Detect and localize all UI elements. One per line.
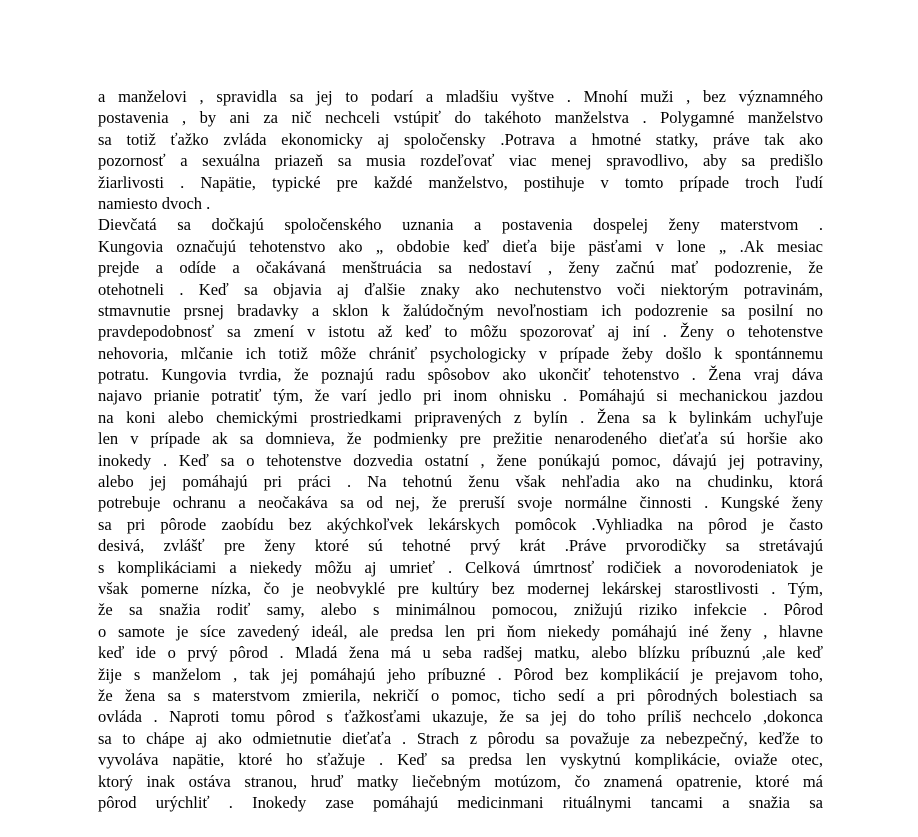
text-line: ktorý inak ostáva stranou, hruď matky liečebným motúzom, čo znamená opatrenie, ktoré má — [98, 771, 823, 791]
text-line: prejde a odíde a očakávaná menštruácia sa nedostaví , ženy začnú mať podozrenie, že — [98, 258, 823, 278]
text-line: vyvoláva napätie, ktoré ho sťažuje . Keď sa predsa len vyskytnú komplikácie, oviaže otec, — [98, 750, 823, 770]
text-line: žije s manželom , tak jej pomáhajú jeho príbuzné . Pôrod bez komplikácií je prejavom toho, — [98, 664, 823, 684]
text-line: s komplikáciami a niekedy môžu aj umrieť . Celková úmrtnosť rodičiek a novorodeniatok je — [98, 557, 823, 577]
text-line: na koni alebo chemickými prostriedkami pripravených z bylín . Žena sa k bylinkám uchyľuje — [98, 407, 823, 427]
text-line: postavenia , by ani za nič nechceli vstúpiť do takéhoto manželstva . Polygamné manželstvo — [98, 108, 823, 128]
text-line: Kungovia označujú tehotenstvo ako „ obdobie keď dieťa bije päsťami v lone „ .Ak mesiac — [98, 236, 823, 256]
text-line: však pomerne nízka, čo je neobvyklé pre kultúry bez modernej lekárskej starostlivosti . Tým, — [98, 578, 823, 598]
text-line: pravdepodobnosť sa zmení v istotu až keď to môžu spozorovať aj iní . Ženy o tehotenstve — [98, 322, 823, 342]
text-line: o samote je síce zavedený ideál, ale predsa len pri ňom niekedy pomáhajú iné ženy , hlavne — [98, 621, 823, 641]
text-line: žiarlivosti . Napätie, typické pre každé manželstvo, postihuje v tomto prípade troch ľudí — [98, 172, 823, 192]
text-line: sa pri pôrode zaobídu bez akýchkoľvek lekárskych pomôcok .Vyhliadka na pôrod je často — [98, 514, 823, 534]
text-line: otehotneli . Keď sa objavia aj ďalšie znaky ako nechutenstvo voči niektorým potravinám, — [98, 279, 823, 299]
text-line: desivá, zvlášť pre ženy ktoré sú tehotné prvý krát .Práve prvorodičky sa stretávajú — [98, 536, 823, 556]
text-line: alebo jej pomáhajú pri práci . Na tehotnú ženu však nehľadia ako na chudinku, ktorá — [98, 472, 823, 492]
text-line: len v prípade ak sa domnieva, že podmienky pre prežitie nenarodeného dieťaťa sú horšie ako — [98, 429, 823, 449]
text-line: potrebuje ochranu a neočakáva sa od nej, že preruší svoje normálne činnosti . Kungské ženy — [98, 493, 823, 513]
text-line: ovláda . Naproti tomu pôrod s ťažkosťami ukazuje, že sa jej do toho príliš nechcelo ,dokonca — [98, 707, 823, 727]
text-line: namiesto dvoch . — [98, 193, 211, 213]
text-line: keď ide o prvý pôrod . Mladá žena má u seba radšej matku, alebo blízku príbuznú ,ale keď — [98, 643, 823, 663]
text-line: že žena sa s materstvom zmierila, nekričí o pomoc, ticho sedí a pri pôrodných bolestiach sa — [98, 685, 823, 705]
text-line: a manželovi , spravidla sa jej to podarí a mladšiu vyštve . Mnohí muži , bez významného — [98, 87, 823, 106]
text-line: nehovoria, mlčanie ich totiž môže chrániť psychologicky v prípade žeby došlo k spontánnemu — [98, 343, 823, 363]
text-line: stmavnutie prsnej bradavky a sklon k žalúdočným nevoľnostiam ich podozrenie sa posilní no — [98, 300, 823, 320]
text-line: inokedy . Keď sa o tehotenstve dozvedia ostatní , žene ponúkajú pomoc, dávajú jej potraviny, — [98, 450, 823, 470]
text-line: najavo prianie potratiť tým, že varí jedlo pri inom ohnisku . Pomáhajú si mechanickou jazdou — [98, 386, 823, 406]
text-line: potratu. Kungovia tvrdia, že poznajú radu spôsobov ako ukončiť tehotenstvo . Žena vraj dáva — [98, 365, 823, 385]
text-line: že sa snažia rodiť samy, alebo s minimálnou pomocou, znižujú riziko infekcie . Pôrod — [98, 600, 823, 620]
text-line: pozornosť a sexuálna priazeň sa musia rozdeľovať viac menej spravodlivo, aby sa predišlo — [98, 151, 823, 171]
text-line: sa to chápe aj ako odmietnutie dieťaťa . Strach z pôrodu sa považuje za nebezpečný, keďže to — [98, 728, 823, 748]
document-body — [98, 86, 823, 813]
text-line: sa totiž ťažko zvláda ekonomicky aj spoločensky .Potrava a hmotné statky, práve tak ako — [98, 129, 823, 149]
text-line: Dievčatá sa dočkajú spoločenského uznania a postavenia dospelej ženy materstvom . — [98, 215, 823, 235]
text-line: pôrod urýchliť . Inokedy zase pomáhajú medicinmani rituálnymi tancami a snažia sa — [98, 792, 823, 812]
